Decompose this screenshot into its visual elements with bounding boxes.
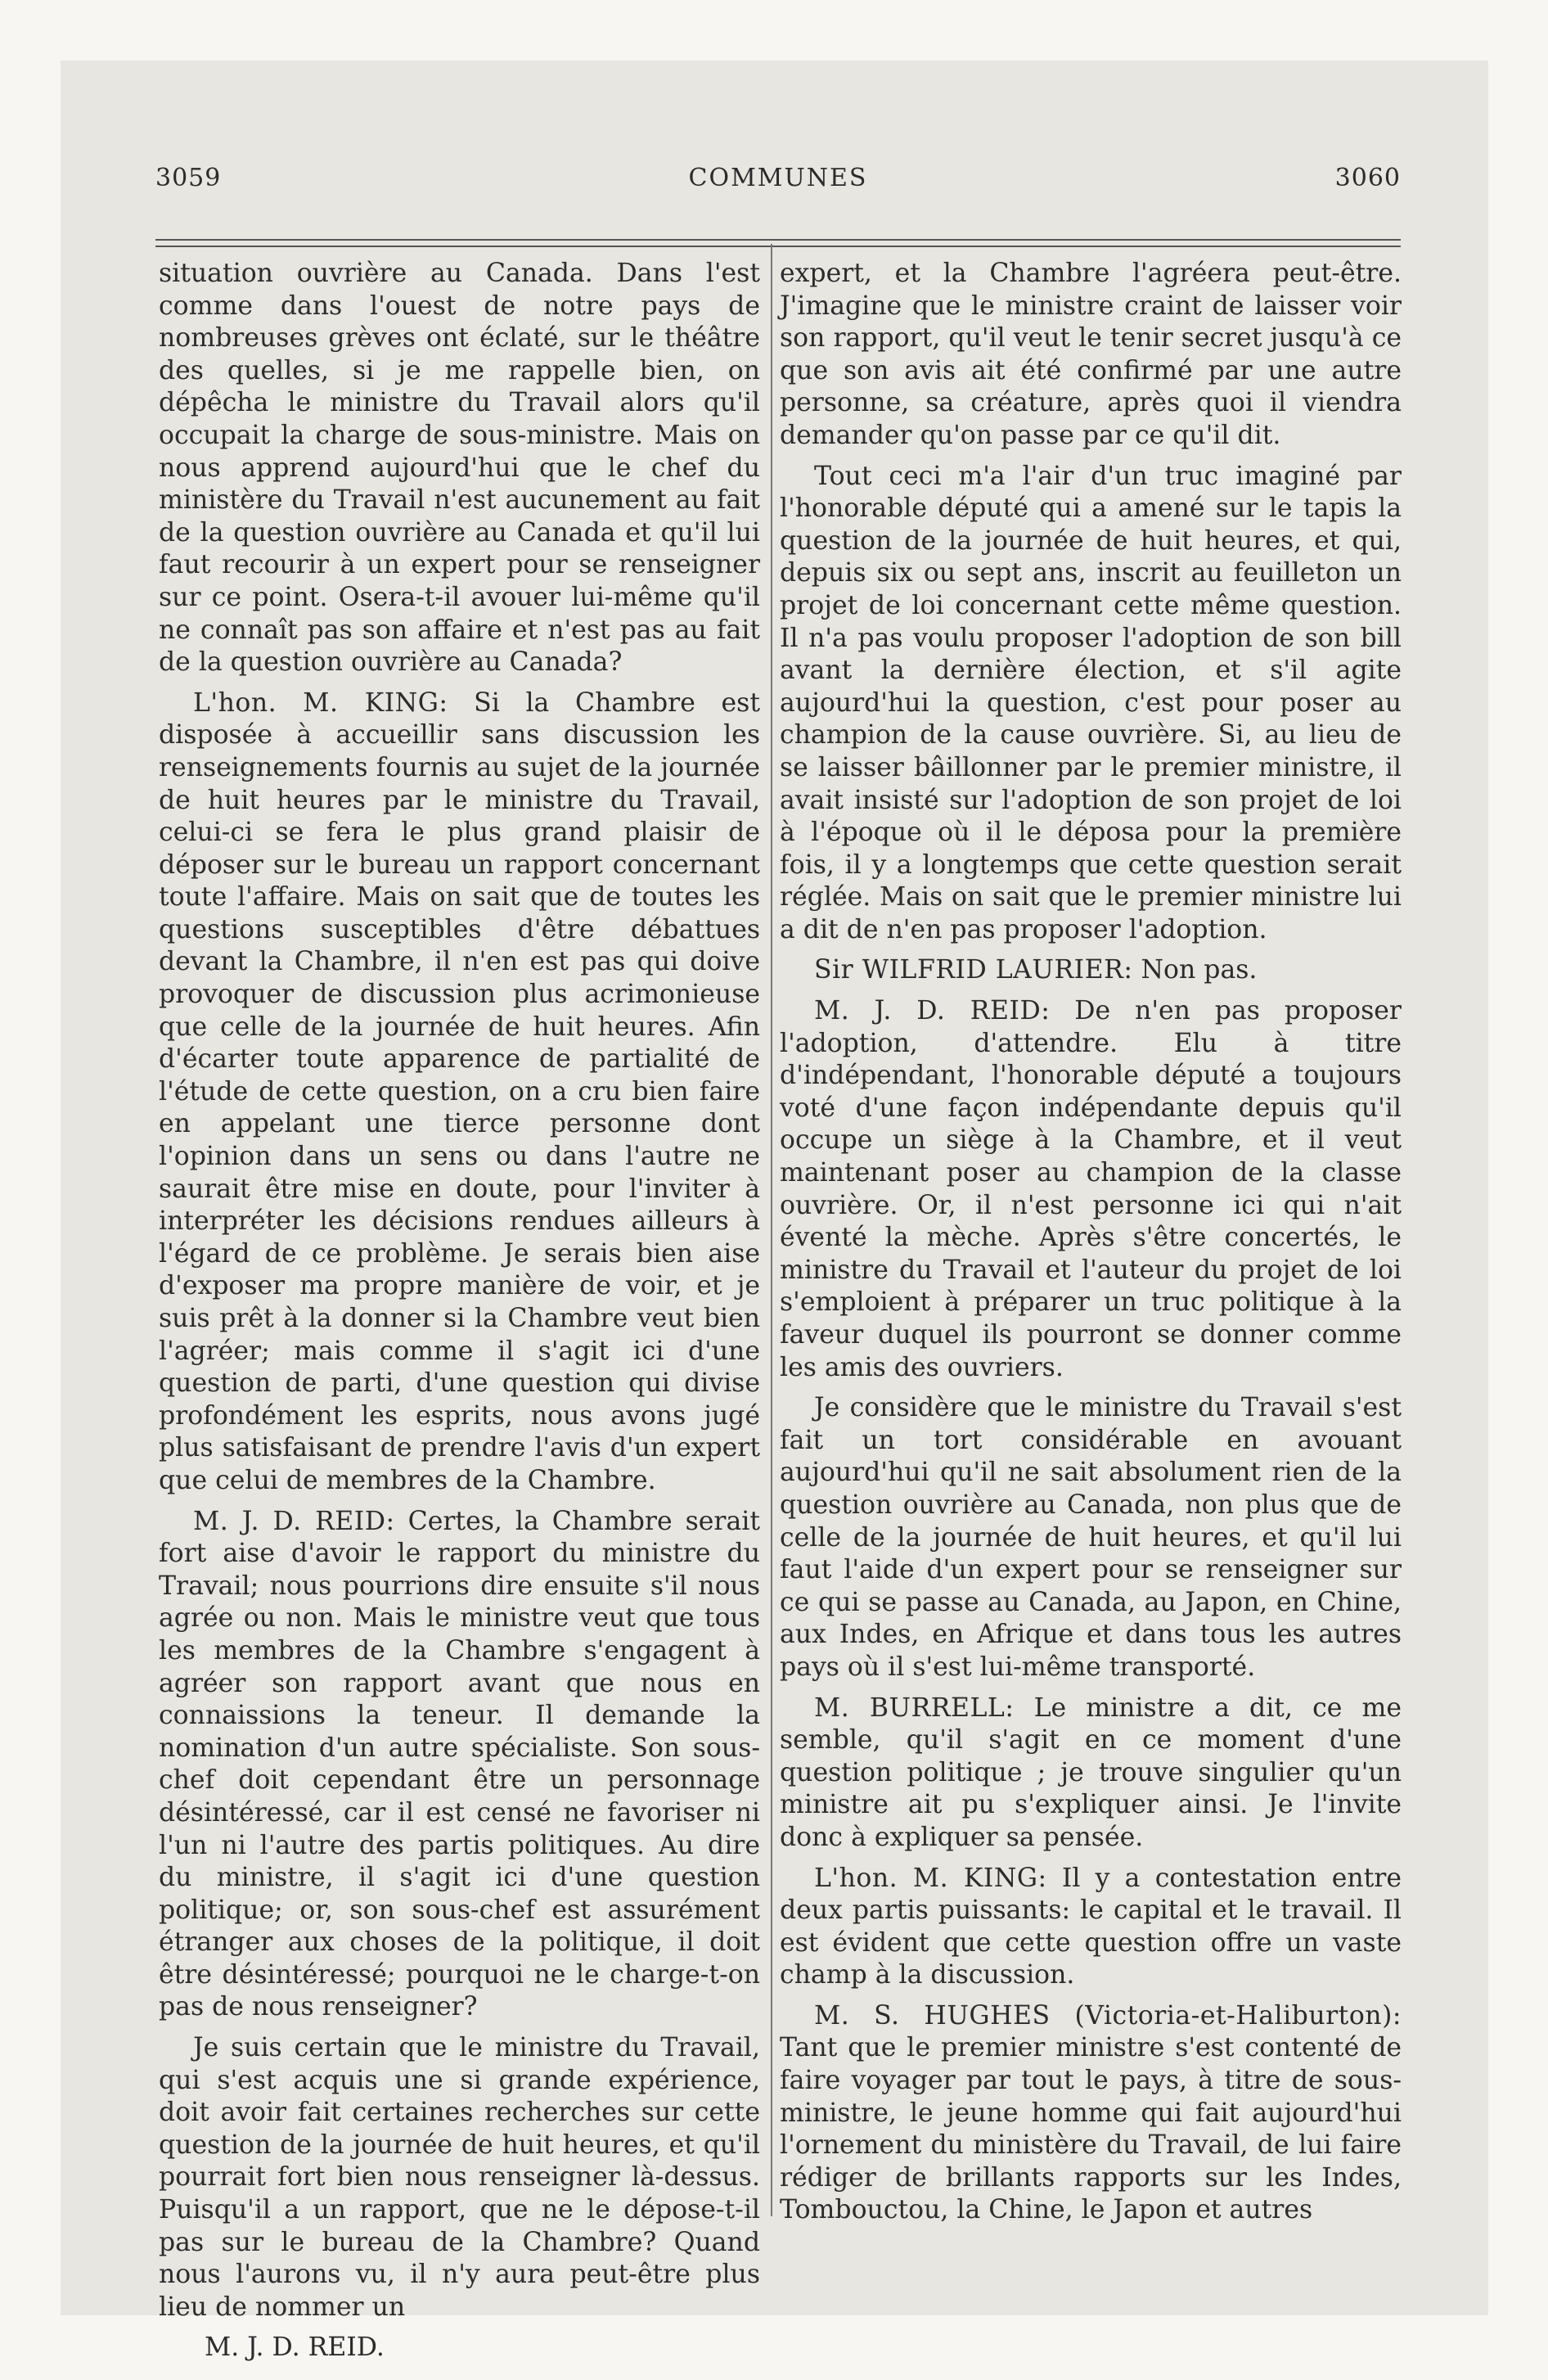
- speaker-name: L'hon. M. KING:: [814, 1863, 1047, 1893]
- speech-text: Certes, la Chambre serait fort aise d'avoir le rapport du ministre du Travail; nous pourrions dire ensuite s'il nous agrée ou non. Mais le ministre veut que tous les membres de la Chambre s'engagent à agréer son rapport avant que nous en connaissions la teneur. Il demande la nomination d'un autre spécialiste. Son sous-chef doit cependant être un personnage désintéressé, car il est censé ne favoriser ni l'un ni l'autre des partis politiques. Au dire du ministre, il s'agit ici d'une question politique; or, son sous-chef est assurément étranger aux choses de la politique, il doit être désintéressé; pourquoi ne le charge-t-on pas de nous renseigner?: [159, 1506, 761, 2022]
- paragraph: [780, 954, 1402, 987]
- right-page-number: 3060: [1334, 164, 1401, 192]
- left-page-number: 3059: [155, 164, 222, 192]
- speaker-name: M. BURRELL:: [814, 1693, 1015, 1723]
- paragraph: [780, 1863, 1402, 1992]
- header-double-rule: [155, 239, 1401, 247]
- paragraph: situation ouvrière au Canada. Dans l'est comme dans l'ouest de notre pays de nombreuses grèves ont éclaté, sur le théâtre des quelles, si je me rappelle bien, on dépêcha le ministre du Travail alors qu'il occupait la charge de sous-ministre. Mais on nous apprend aujourd'hui que le chef du ministère du Travail n'est aucunement au fait de la question ouvrière au Canada et qu'il lui faut recourir à un expert pour se renseigner sur ce point. Osera-t-il avouer lui-même qu'il ne connaît pas son affaire et n'est pas au fait de la question ouvrière au Canada?: [159, 259, 760, 678]
- right-column: [780, 258, 1402, 2225]
- left-column: [159, 258, 761, 2363]
- paragraph: [159, 1506, 760, 2025]
- paragraph: [780, 995, 1402, 1384]
- speech-text: Le ministre a dit, ce me semble, qu'il s'agit en ce moment d'une question politique ; je trouve singulier qu'un ministre ait pu s'expliquer ainsi. Je l'invite donc à expliquer sa pensée.: [780, 1693, 1402, 1852]
- speaker-name: M. S. HUGHES (Victoria-et-Haliburton):: [814, 2000, 1402, 2031]
- speaker-name: Sir WILFRID LAURIER:: [814, 955, 1133, 985]
- running-title: COMMUNES: [688, 164, 868, 192]
- paragraph: Tout ceci m'a l'air d'un truc imaginé par l'honorable député qui a amené sur le tapis la question de la journée de huit heures, et qui, depuis six ou sept ans, inscrit au feuilleton un projet de loi concernant cette même question. Il n'a pas voulu proposer l'adoption de son bill avant la dernière élection, et s'il agite aujourd'hui la question, c'est pour poser au champion de la cause ouvrière. Si, au lieu de se laisser bâillonner par le premier ministre, il avait insisté sur l'adoption de son projet de loi à l'époque où il le déposa pour la première fois, il y a longtemps que cette question serait réglée. Mais on sait que le premier ministre lui a dit de n'en pas proposer l'adoption.: [780, 461, 1402, 944]
- speech-text: De n'en pas proposer l'adoption, d'attendre. Elu à titre d'indépendant, l'honorable député a toujours voté d'une façon indépendante depuis qu'il occupe un siège à la Chambre, et il veut maintenant poser au champion de la classe ouvrière. Or, il n'est personne ici qui n'ait éventé la mèche. Après s'être concertés, le ministre du Travail et l'auteur du projet de loi s'emploient à préparer un truc politique à la faveur duquel ils pourront se donner comme les amis des ouvriers.: [780, 996, 1402, 1382]
- speech-text: Si la Chambre est disposée à accueillir sans discussion les renseignements fournis au sujet de la journée de huit heures par le ministre du Travail, celui-ci se fera le plus grand plaisir de déposer sur le bureau un rapport concernant toute l'affaire. Mais on sait que de toutes les questions susceptibles d'être débattues devant la Chambre, il n'en est pas qui doive provoquer de discussion plus acrimonieuse que celle de la journée de huit heures. Afin d'écarter toute apparence de partialité de l'étude de cette question, on a cru bien faire en appelant une tierce personne dont l'opinion dans un sens ou dans l'autre ne saurait être mise en doute, pour l'inviter à interpréter les décisions rendues ailleurs à l'égard de ce problème. Je serais bien aise d'exposer ma propre manière de voir, et je suis prêt à la donner si la Chambre veut bien l'agréer; mais comme il s'agit ici d'une question de parti, d'une question qui divise profondément les esprits, nous avons jugé plus satisfaisant de prendre l'avis d'un expert que celui de membres de la Chambre.: [159, 687, 760, 1495]
- speaker-name: M. J. D. REID:: [814, 996, 1051, 1026]
- speech-text: Il y a contestation entre deux partis puissants: le capital et le travail. Il est évident que cette question offre un vaste champ à la discussion.: [780, 1863, 1402, 1990]
- paragraph: [780, 1693, 1402, 1855]
- speaker-name: L'hon. M. KING:: [193, 687, 448, 718]
- paragraph: [159, 687, 760, 1498]
- paragraph: Je suis certain que le ministre du Travail, qui s'est acquis une si grande expérience, doit avoir fait certaines recherches sur cette question de la journée de huit heures, et qu'il pourrait fort bien nous renseigner là-dessus. Puisqu'il a un rapport, que ne le dépose-t-il pas sur le bureau de la Chambre? Quand nous l'aurons vu, il n'y aura peut-être plus lieu de nommer un: [159, 2033, 760, 2322]
- page-header: [155, 164, 1401, 196]
- column-separator: [771, 244, 772, 2216]
- speaker-signature: M. J. D. REID.: [205, 2333, 385, 2363]
- paragraph: [780, 2000, 1402, 2227]
- speech-text: Non pas.: [1141, 955, 1258, 985]
- paragraph: Je considère que le ministre du Travail s'est fait un tort considérable en avouant aujourd'hui qu'il ne sait absolument rien de la question ouvrière au Canada, non plus que de celle de la journée de huit heures, et qu'il lui faut l'aide d'un expert pour se renseigner sur ce qui se passe au Canada, au Japon, en Chine, aux Indes, en Afrique et dans tous les autres pays où il s'est lui-même transporté.: [780, 1393, 1402, 1682]
- speech-text: Tant que le premier ministre s'est contenté de faire voyager par tout le pays, à titre de sous-ministre, le jeune homme qui fait aujourd'hui l'ornement du ministère du Travail, de lui faire rédiger de brillants rapports sur les Indes, Tombouctou, la Chine, le Japon et autres: [780, 2033, 1402, 2225]
- speaker-name: M. J. D. REID:: [193, 1506, 395, 1536]
- paragraph: expert, et la Chambre l'agréera peut-être. J'imagine que le ministre craint de laisser voir son rapport, qu'il veut le tenir secret jusqu'à ce que son avis ait été confirmé par une autre personne, sa créature, après quoi il viendra demander qu'on passe par ce qu'il dit.: [780, 259, 1402, 450]
